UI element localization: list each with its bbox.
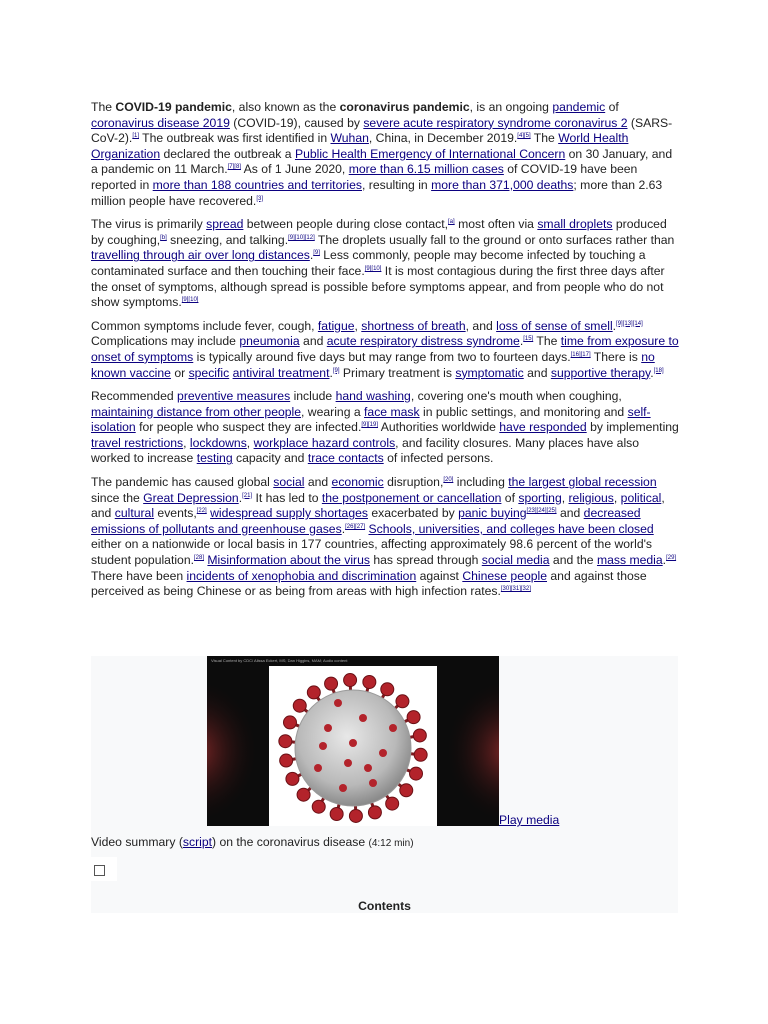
surface-protein bbox=[369, 779, 377, 787]
text-span: The bbox=[533, 334, 561, 349]
spike-head bbox=[386, 797, 399, 810]
citation-ref[interactable]: [15] bbox=[523, 336, 534, 343]
text-span: either on a nationwide or local basis in 177 countries, affecting approximately 98.6 percent of the world's student population. bbox=[91, 537, 653, 568]
link-lockdowns[interactable]: lockdowns bbox=[189, 435, 247, 450]
link-economic[interactable]: economic bbox=[331, 475, 384, 490]
link-cultural[interactable]: cultural bbox=[114, 506, 155, 521]
text-span: , bbox=[354, 318, 362, 333]
text-span: since the bbox=[91, 490, 144, 505]
intro-paragraph bbox=[91, 100, 681, 209]
text-span: most often via bbox=[454, 217, 538, 232]
text-span: include bbox=[290, 389, 336, 404]
text-span: and bbox=[299, 334, 327, 349]
link-mass-media[interactable]: mass media bbox=[596, 553, 663, 568]
video-summary bbox=[91, 835, 414, 849]
link-decreased-emissions[interactable]: decreased emissions of pollutants and greenhouse gases bbox=[91, 506, 641, 536]
link-specific[interactable]: specific bbox=[188, 365, 230, 380]
link-sars-cov-2[interactable]: severe acute respiratory syndrome coronavirus 2 bbox=[363, 115, 628, 130]
link-preventive-measures[interactable]: preventive measures bbox=[177, 389, 291, 404]
citation-ref[interactable]: [9][10][12] bbox=[288, 234, 315, 241]
text-span: There have been bbox=[91, 568, 187, 583]
citation-ref[interactable]: [29] bbox=[666, 555, 677, 562]
link-cases[interactable]: more than 6.15 million cases bbox=[348, 162, 504, 177]
link-supportive-therapy[interactable]: supportive therapy bbox=[550, 365, 651, 380]
text-span: , and bbox=[465, 318, 497, 333]
link-deaths[interactable]: more than 371,000 deaths bbox=[431, 177, 574, 192]
link-supply-shortages[interactable]: widespread supply shortages bbox=[210, 506, 368, 521]
impact-paragraph: The pandemic has caused global social and economic disruption,[20] including the largest global recession since the Great Depression.[21] It has led to the postponement or cancellation of sporting, religious, political, and cultural events,[22] widespread supply shortages exacerbated by panic buying[23][24][25] and decreased emissions of pollutants and greenhouse gases.[26][27] Schools, universities, and colleges have been closed either on a nationwide or local basis in 177 countries, affecting approximately 98.6 percent of the world's student population.[28] Misinformation about the virus has spread through social media and the mass media.[29] There have been incidents of xenophobia and discrimination against Chinese people and against those perceived as being Chinese or as being from areas with high infection rates.[30][31][32] bbox=[91, 475, 677, 599]
bold-term-coronavirus-pandemic: coronavirus pandemic bbox=[339, 100, 470, 114]
text-span: , is an ongoing bbox=[469, 100, 553, 114]
text-span: , resulting in bbox=[362, 177, 432, 192]
link-travel-restrictions[interactable]: travel restrictions bbox=[91, 435, 184, 450]
link-script[interactable]: script bbox=[182, 835, 213, 849]
text-span: Authorities worldwide bbox=[378, 420, 500, 435]
link-great-depression[interactable]: Great Depression bbox=[143, 490, 239, 505]
link-face-mask[interactable]: face mask bbox=[364, 404, 420, 419]
text-span: ) on the coronavirus disease bbox=[212, 835, 369, 849]
text-span: has spread through bbox=[369, 553, 482, 568]
text-span: The bbox=[530, 131, 559, 146]
text-span: , bbox=[246, 435, 254, 450]
citation-ref[interactable]: [9][19] bbox=[361, 422, 379, 429]
contents-heading: Contents bbox=[358, 899, 411, 913]
spike-head bbox=[413, 729, 426, 742]
virus-illustration bbox=[207, 656, 499, 826]
link-ards[interactable]: acute respiratory distress syndrome bbox=[326, 334, 520, 349]
text-span: produced by coughing, bbox=[91, 217, 667, 247]
citation-ref[interactable]: [16][17] bbox=[570, 351, 591, 358]
text-span: exacerbated by bbox=[367, 506, 459, 521]
link-world-health-organization[interactable]: World Health Organization bbox=[91, 131, 629, 161]
video-credit-text: Visual Content by CDC/ Alissa Eckert, MS; Dan Higgins, MAM; Audio content bbox=[211, 658, 348, 663]
surface-protein bbox=[349, 739, 357, 747]
spike-head bbox=[283, 716, 296, 729]
checkbox-icon[interactable] bbox=[94, 865, 105, 876]
link-incubation-period[interactable]: time from exposure to onset of symptoms bbox=[91, 334, 679, 364]
surface-protein bbox=[334, 699, 342, 707]
text-span: Video summary ( bbox=[91, 835, 183, 849]
spike-head bbox=[396, 695, 409, 708]
citation-ref[interactable]: [18] bbox=[653, 367, 664, 374]
link-loss-of-smell[interactable]: loss of sense of smell bbox=[496, 318, 613, 333]
text-span: and the bbox=[549, 553, 597, 568]
surface-protein bbox=[314, 764, 322, 772]
text-span: There is bbox=[590, 349, 642, 364]
text-span: and bbox=[523, 365, 551, 380]
text-span: , and facility closures. Many places have also worked to increase bbox=[91, 435, 640, 466]
text-span: , and bbox=[91, 490, 665, 521]
surface-protein bbox=[339, 784, 347, 792]
citation-ref[interactable]: [9] bbox=[332, 367, 340, 374]
bold-term-covid19-pandemic: COVID-19 pandemic bbox=[115, 100, 232, 114]
citation-ref[interactable]: [9][10] bbox=[364, 265, 382, 272]
surface-protein bbox=[364, 764, 372, 772]
link-no-known-vaccine[interactable]: no known vaccine bbox=[91, 349, 655, 380]
link-pneumonia[interactable]: pneumonia bbox=[239, 334, 300, 349]
surface-protein bbox=[359, 714, 367, 722]
citation-ref[interactable]: [23][24][25] bbox=[526, 508, 557, 515]
text-span: , covering one's mouth when coughing, bbox=[410, 389, 622, 404]
citation-ref[interactable]: [3] bbox=[256, 195, 263, 202]
citation-ref[interactable]: [b] bbox=[160, 234, 167, 241]
text-span: Complications may include bbox=[91, 334, 240, 349]
link-religious[interactable]: religious bbox=[568, 490, 614, 505]
spike-head bbox=[400, 784, 413, 797]
link-xenophobia[interactable]: incidents of xenophobia and discrimination bbox=[186, 568, 417, 583]
article-body bbox=[91, 100, 681, 608]
text-span: ; more than 2.63 million people have recovered. bbox=[91, 177, 663, 208]
video-player[interactable] bbox=[207, 656, 499, 826]
transmission-paragraph: The virus is primarily spread between people during close contact,[a] most often via small droplets produced by coughing,[b] sneezing, and talking.[9][10][12] The droplets usually fall to the ground or onto surfaces rather than travelling through air over long distances.[9] Less commonly, people may become infected by touching a contaminated surface and then touching their face.[9][10] It is most contagious during the first three days after the onset of symptoms, although spread is possible before symptoms appear, and from people who do not show symptoms.[9][10] bbox=[91, 217, 675, 310]
link-airborne-travel[interactable]: travelling through air over long distances bbox=[91, 248, 310, 263]
link-pandemic[interactable]: pandemic bbox=[552, 100, 606, 114]
spike-head bbox=[344, 674, 357, 687]
text-span: capacity and bbox=[232, 451, 308, 466]
text-span: declared the outbreak a bbox=[160, 146, 295, 161]
spike-head bbox=[325, 677, 338, 690]
text-span: by implementing bbox=[586, 420, 679, 435]
play-media-link[interactable]: Play media bbox=[499, 813, 560, 827]
text-span: or bbox=[170, 365, 189, 380]
text-span: for people who suspect they are infected. bbox=[135, 420, 362, 435]
spike-head bbox=[407, 711, 420, 724]
link-small-droplets[interactable]: small droplets bbox=[537, 217, 613, 232]
link-sporting[interactable]: sporting bbox=[518, 490, 562, 505]
link-antiviral-treatment[interactable]: antiviral treatment bbox=[232, 365, 330, 380]
link-trace-contacts[interactable]: trace contacts bbox=[307, 451, 384, 466]
text-span: , bbox=[183, 435, 190, 450]
text-span: It has led to bbox=[252, 490, 322, 505]
spike-head bbox=[368, 806, 381, 819]
surface-protein bbox=[324, 724, 332, 732]
text-span: Common symptoms include fever, cough, bbox=[91, 318, 318, 333]
text-span: of bbox=[501, 490, 519, 505]
text-span: (SARS-CoV-2). bbox=[91, 115, 673, 146]
text-span: (COVID-19), caused by bbox=[229, 115, 364, 130]
link-political[interactable]: political bbox=[620, 490, 662, 505]
text-span: Primary treatment is bbox=[339, 365, 456, 380]
spike-head bbox=[414, 748, 427, 761]
link-chinese-people[interactable]: Chinese people bbox=[462, 568, 548, 583]
text-span: including bbox=[453, 475, 509, 490]
spike-head bbox=[410, 767, 423, 780]
text-span: , China, in December 2019. bbox=[368, 131, 518, 146]
text-span: sneezing, and talking. bbox=[166, 232, 289, 247]
text-span: events, bbox=[154, 506, 197, 521]
citation-ref[interactable]: [9][13][14] bbox=[616, 320, 643, 327]
symptoms-paragraph: Common symptoms include fever, cough, fatigue, shortness of breath, and loss of sense of smell.[9][13][14] Complications may include pneumonia and acute respiratory distress syndrome.[15] The time from exposure to onset of symptoms is typically around five days but may range from two to fourteen days.[16][17] There is no known vaccine or specific antiviral treatment.[9] Primary treatment is symptomatic and supportive therapy.[18] bbox=[91, 318, 679, 380]
surface-protein bbox=[379, 749, 387, 757]
citation-ref[interactable]: [4][5] bbox=[517, 133, 531, 140]
link-spread[interactable]: spread bbox=[206, 217, 244, 232]
text-span: , wearing a bbox=[301, 404, 365, 419]
spike-head bbox=[280, 754, 293, 767]
spike-head bbox=[307, 686, 320, 699]
text-span: and bbox=[556, 506, 584, 521]
link-global-recession[interactable]: the largest global recession bbox=[508, 475, 657, 490]
link-shortness-of-breath[interactable]: shortness of breath bbox=[361, 318, 466, 333]
text-span: between people during close contact, bbox=[243, 217, 449, 232]
surface-protein bbox=[389, 724, 397, 732]
text-span: The virus is primarily bbox=[91, 217, 207, 232]
link-countries-territories[interactable]: more than 188 countries and territories bbox=[152, 177, 362, 192]
link-misinformation[interactable]: Misinformation about the virus bbox=[207, 553, 370, 568]
link-panic-buying[interactable]: panic buying bbox=[458, 506, 527, 521]
text-span: As of 1 June 2020, bbox=[240, 162, 349, 177]
video-duration: (4:12 min) bbox=[368, 838, 414, 849]
text-span: , bbox=[561, 490, 569, 505]
text-span: in public settings, and monitoring and bbox=[419, 404, 628, 419]
prevention-paragraph bbox=[91, 389, 681, 467]
citation-ref[interactable]: [30][31][32] bbox=[500, 586, 531, 593]
link-wuhan[interactable]: Wuhan bbox=[330, 131, 369, 146]
text-span: disruption, bbox=[383, 475, 444, 490]
link-social-media[interactable]: social media bbox=[481, 553, 550, 568]
citation-ref[interactable]: [9][10] bbox=[181, 297, 199, 304]
text-span: of bbox=[605, 100, 619, 114]
surface-protein bbox=[344, 759, 352, 767]
text-span: of infected persons. bbox=[383, 451, 494, 466]
spike-head bbox=[312, 800, 325, 813]
citation-ref[interactable]: [21] bbox=[242, 492, 253, 499]
link-have-responded[interactable]: have responded bbox=[499, 420, 587, 435]
link-fatigue[interactable]: fatigue bbox=[317, 318, 355, 333]
text-span: of COVID-19 have been reported in bbox=[91, 162, 638, 192]
spike-head bbox=[363, 675, 376, 688]
text-span: Less commonly, people may become infected by touching a contaminated surface and then touching their face. bbox=[91, 248, 646, 278]
text-span: Recommended bbox=[91, 389, 178, 404]
link-coronavirus-disease-2019[interactable]: coronavirus disease 2019 bbox=[91, 115, 230, 130]
citation-ref[interactable]: [a] bbox=[448, 219, 455, 226]
citation-ref[interactable]: [9] bbox=[313, 250, 320, 257]
citation-ref[interactable]: [1] bbox=[132, 133, 139, 140]
link-public-health-emergency[interactable]: Public Health Emergency of International Concern bbox=[294, 146, 566, 161]
spike-head bbox=[381, 683, 394, 696]
link-hand-washing[interactable]: hand washing bbox=[335, 389, 411, 404]
media-box bbox=[91, 656, 678, 913]
link-testing[interactable]: testing bbox=[196, 451, 233, 466]
citation-ref[interactable]: [20] bbox=[443, 477, 454, 484]
text-span: The outbreak was first identified in bbox=[139, 131, 331, 146]
surface-protein bbox=[319, 742, 327, 750]
text-span: against bbox=[416, 568, 463, 583]
spike-head bbox=[279, 735, 292, 748]
link-workplace-hazard-controls[interactable]: workplace hazard controls bbox=[253, 435, 396, 450]
text-span: on 30 January, and a pandemic on 11 March. bbox=[91, 146, 673, 177]
text-span: is typically around five days but may range from two to fourteen days. bbox=[193, 349, 571, 364]
link-symptomatic[interactable]: symptomatic bbox=[455, 365, 524, 380]
link-postponement-cancellation[interactable]: the postponement or cancellation bbox=[321, 490, 502, 505]
link-self-isolation[interactable]: self-isolation bbox=[91, 404, 651, 435]
citation-ref[interactable]: [22] bbox=[196, 508, 207, 515]
text-span: The bbox=[91, 100, 116, 114]
text-span: and bbox=[304, 475, 332, 490]
spike-head bbox=[297, 788, 310, 801]
spike-head bbox=[349, 809, 362, 822]
spike-head bbox=[286, 772, 299, 785]
link-school-closures[interactable]: Schools, universities, and colleges have been closed bbox=[368, 521, 654, 536]
text-span: , bbox=[613, 490, 621, 505]
spike-head bbox=[293, 699, 306, 712]
text-span: , also known as the bbox=[231, 100, 340, 114]
citation-ref[interactable]: [7][8] bbox=[227, 164, 241, 171]
spike-head bbox=[330, 808, 343, 821]
link-social-distancing[interactable]: maintaining distance from other people bbox=[91, 404, 302, 419]
citation-ref[interactable]: [26][27] bbox=[345, 523, 366, 530]
text-span: The droplets usually fall to the ground or onto surfaces rather than bbox=[314, 232, 675, 247]
citation-ref[interactable]: [28] bbox=[194, 555, 205, 562]
text-span: It is most contagious during the first three days after the onset of symptoms, although spread is possible before symptoms appear, and from people who do not show symptoms. bbox=[91, 263, 665, 310]
text-span: and against those perceived as being Chinese or as being from areas with high infection rates. bbox=[91, 568, 647, 599]
text-span: The pandemic has caused global bbox=[91, 475, 274, 490]
toc-toggle[interactable] bbox=[91, 857, 117, 881]
link-social[interactable]: social bbox=[273, 475, 305, 490]
